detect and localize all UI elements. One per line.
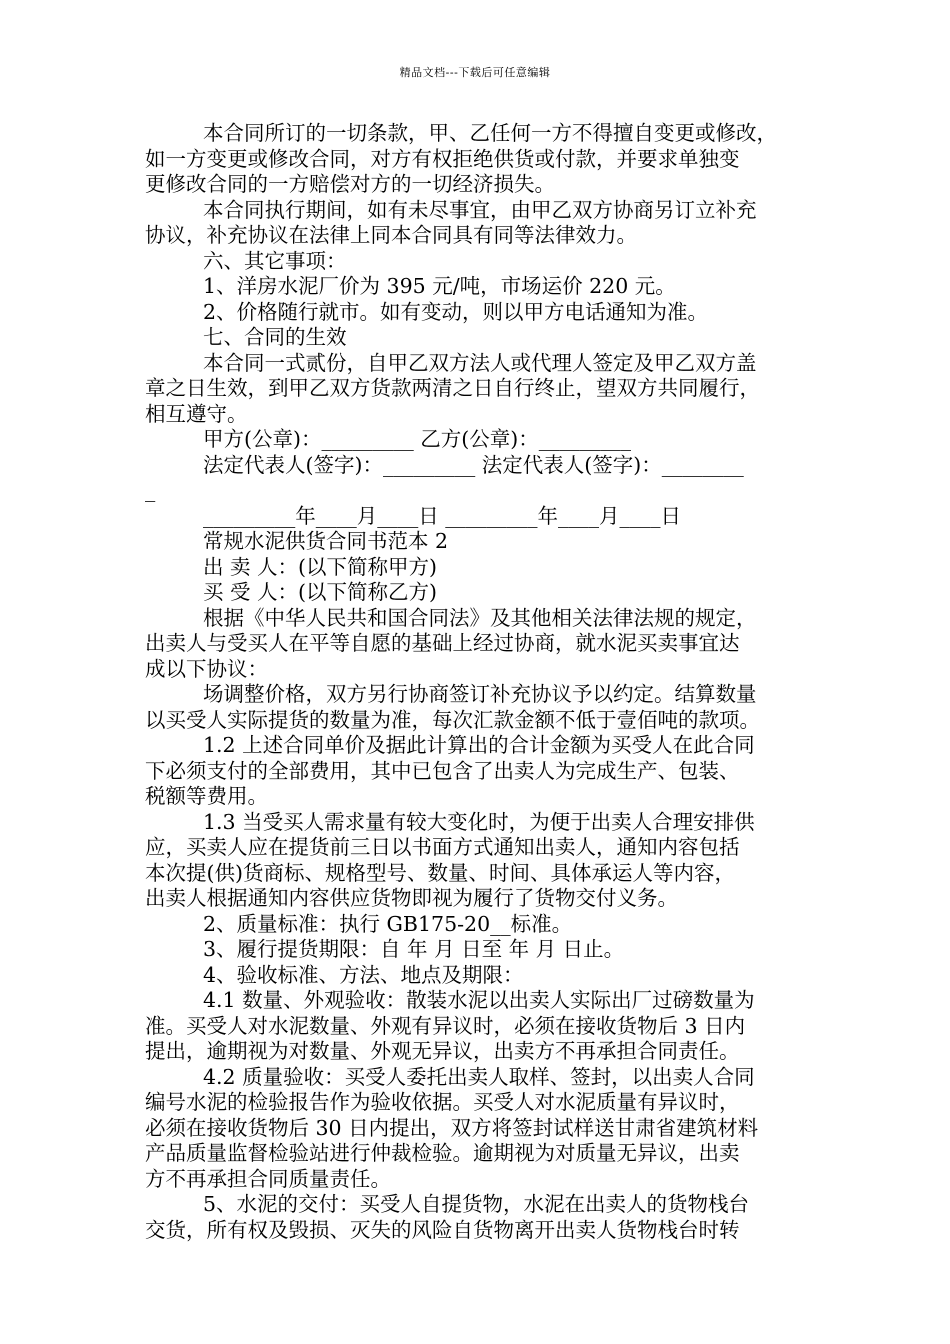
text-line: 本次提(供)货商标、规格型号、数量、时间、具体承运人等内容， [145,860,735,885]
text-line: 相互遵守。 [145,401,248,426]
text-line: 出卖人根据通知内容供应货物即视为履行了货物交付义务。 [145,886,678,910]
text-line: 编号水泥的检验报告作为验收依据。买受人对水泥质量有异议时， [145,1090,740,1114]
text-line: 2、质量标准：执行 GB175-20__标准。 [203,911,573,936]
text-line: 如一方变更或修改合同，对方有权拒绝供货或付款，并要求单独变 [145,146,740,171]
text-line: 必须在接收货物后 30 日内提出，双方将签封试样送甘肃省建筑材料 [145,1115,759,1140]
text-line: 出卖人与受买人在平等自愿的基础上经过协商，就水泥买卖事宜达 [145,631,740,655]
text-line: _ [145,478,156,502]
text-line: 4.1 数量、外观验收：散装水泥以出卖人实际出厂过磅数量为 [203,988,755,1012]
text-line: 出 卖 人：(以下简称甲方) [203,554,438,579]
document-body [145,121,810,1243]
text-line: 更修改合同的一方赔偿对方的一切经济损失。 [145,172,555,196]
text-line: 场调整价格，双方另行协商签订补充协议予以约定。结算数量 [203,682,757,706]
text-line: 提出，逾期视为对数量、外观无异议，出卖方不再承担合同责任。 [145,1039,740,1063]
text-line: 应，买卖人应在提货前三日以书面方式通知出卖人，通知内容包括 [145,835,740,859]
page-header: 精品文档---下载后可任意编辑 [399,66,551,79]
text-line: 4.2 质量验收：买受人委托出卖人取样、签封，以出卖人合同 [203,1064,755,1089]
text-line: 产品质量监督检验站进行仲裁检验。逾期视为对质量无异议，出卖 [145,1141,740,1165]
text-line: 下必须支付的全部费用，其中已包含了出卖人为完成生产、包装、 [145,758,740,783]
text-line: 章之日生效，到甲乙双方货款两清之日自行终止，望双方共同履行， [145,376,760,400]
text-line: 本合同所订的一切条款，甲、乙任何一方不得擅自变更或修改， [203,121,777,145]
text-line: _________年____月____日 _________年____月____日 [203,503,682,528]
text-line: 甲方(公章)：_________ 乙方(公章)：_________ [203,427,632,451]
text-line: 买 受 人：(以下简称乙方) [203,580,438,604]
text-line: 4、验收标准、方法、地点及期限： [203,962,524,987]
text-line: 常规水泥供货合同书范本 2 [203,529,449,553]
text-line: 六、其它事项： [203,248,347,273]
text-line: 成以下协议： [145,656,268,681]
text-line: 5、水泥的交付：买受人自提货物，水泥在出卖人的货物栈台 [203,1192,750,1216]
text-line: 1、洋房水泥厂价为 395 元/吨，市场运价 220 元。 [203,274,676,298]
text-line: 准。买受人对水泥数量、外观有异议时，必须在接收货物后 3 日内 [145,1013,746,1038]
text-line: 本合同执行期间，如有未尽事宜，由甲乙双方协商另订立补充 [203,197,757,222]
text-line: 2、价格随行就市。如有变动，则以甲方电话通知为准。 [203,299,709,324]
text-line: 1.3 当受买人需求量有较大变化时，为便于出卖人合理安排供 [203,809,755,834]
text-line: 交货，所有权及毁损、灭失的风险自货物离开出卖人货物栈台时转 [145,1217,740,1242]
text-line: 方不再承担合同质量责任。 [145,1166,391,1191]
text-line: 以买受人实际提货的数量为准，每次汇款金额不低于壹佰吨的款项。 [145,707,760,732]
text-line: 法定代表人(签字)：_________ 法定代表人(签字)：________ [203,452,744,477]
text-line: 3、履行提货期限：自 年 月 日至 年 月 日止。 [203,937,625,961]
text-line: 协议，补充协议在法律上同本合同具有同等法律效力。 [145,223,637,247]
text-line: 本合同一式贰份，自甲乙双方法人或代理人签定及甲乙双方盖 [203,350,757,375]
text-line: 七、合同的生效 [203,325,347,349]
text-line: 根据《中华人民共和国合同法》及其他相关法律法规的规定， [203,605,757,630]
text-line: 税额等费用。 [145,784,268,808]
text-line: 1.2 上述合同单价及据此计算出的合计金额为买受人在此合同 [203,733,755,757]
